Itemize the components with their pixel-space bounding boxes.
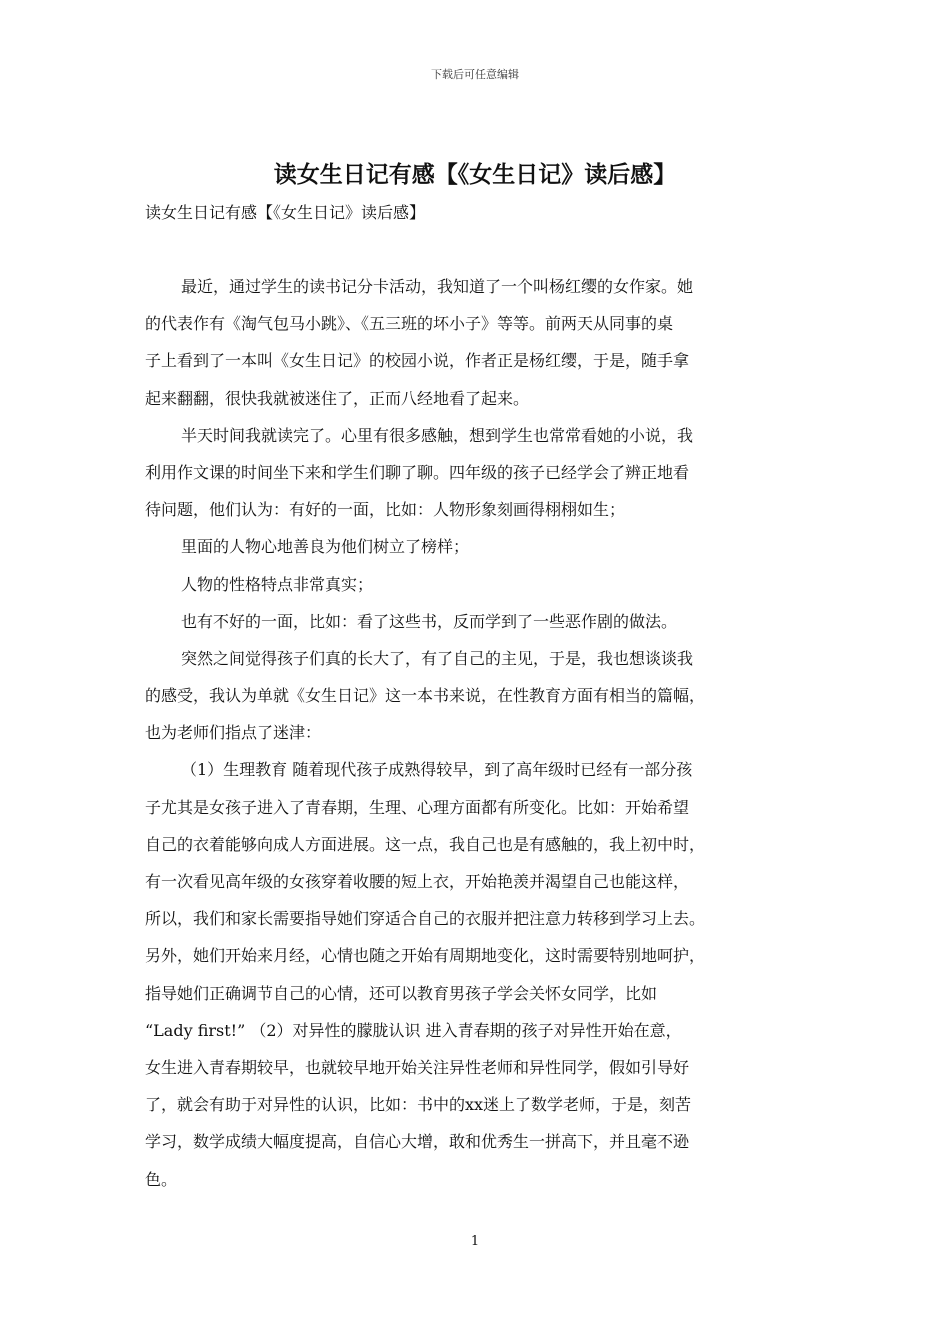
body-line: 也有不好的一面，比如：看了这些书，反而学到了一些恶作剧的做法。 <box>181 611 678 631</box>
body-line: 的代表作有《淘气包马小跳》、《五三班的坏小子》等等。前两天从同事的桌 <box>145 314 674 334</box>
body-line: 突然之间觉得孩子们真的长大了，有了自己的主见，于是，我也想谈谈我 <box>181 648 694 668</box>
body-line: 利用作文课的时间坐下来和学生们聊了聊。四年级的孩子已经学会了辨正地看 <box>145 462 690 482</box>
body-line: 人物的性格特点非常真实； <box>181 574 374 594</box>
body-line: 了，就会有助于对异性的认识，比如：书中的xx迷上了数学老师，于是，刻苦 <box>145 1095 692 1115</box>
body-line: 学习，数学成绩大幅度提高，自信心大增，敢和优秀生一拼高下，并且毫不逊 <box>145 1132 690 1152</box>
body-line: 自己的衣着能够向成人方面进展。这一点，我自己也是有感触的，我上初中时， <box>145 834 706 854</box>
header-note: 下载后可任意编辑 <box>431 68 519 81</box>
body-line: 里面的人物心地善良为他们树立了榜样； <box>181 537 470 557</box>
body-line: 有一次看见高年级的女孩穿着收腰的短上衣，开始艳羡并渴望自己也能这样， <box>145 872 690 891</box>
body-line: “Lady first!” （2）对异性的朦胧认识 进入青春期的孩子对异性开始在意， <box>145 1020 682 1040</box>
body-line: 子尤其是女孩子进入了青春期，生理、心理方面都有所变化。比如：开始希望 <box>145 797 690 817</box>
page-title: 读女生日记有感【《女生日记》读后感】 <box>273 162 677 188</box>
body-line: 指导她们正确调节自己的心情，还可以教育男孩子学会关怀女同学，比如 <box>145 983 658 1003</box>
body-line: 另外，她们开始来月经，心情也随之开始有周期地变化，这时需要特别地呵护， <box>145 946 706 966</box>
subtitle: 读女生日记有感【《女生日记》读后感】 <box>145 203 426 222</box>
body-line: 待问题，他们认为：有好的一面，比如：人物形象刻画得栩栩如生； <box>145 500 626 520</box>
body-line: 所以，我们和家长需要指导她们穿适合自己的衣服并把注意力转移到学习上去。 <box>145 909 706 929</box>
body-line: 半天时间我就读完了。心里有很多感触，想到学生也常常看她的小说，我 <box>181 425 694 445</box>
article-body <box>145 268 830 1198</box>
body-line: 最近，通过学生的读书记分卡活动，我知道了一个叫杨红缨的女作家。她 <box>181 277 694 296</box>
body-line: 色。 <box>145 1169 178 1189</box>
body-line: 起来翻翻，很快我就被迷住了，正而八经地看了起来。 <box>145 388 530 408</box>
body-line: （1）生理教育 随着现代孩子成熟得较早，到了高年级时已经有一部分孩 <box>181 760 693 780</box>
page-number: 1 <box>470 1234 480 1249</box>
body-line: 女生进入青春期较早，也就较早地开始关注异性老师和异性同学，假如引导好 <box>145 1057 690 1077</box>
body-line: 的感受，我认为单就《女生日记》这一本书来说，在性教育方面有相当的篇幅， <box>145 686 706 706</box>
body-line: 子上看到了一本叫《女生日记》的校园小说，作者正是杨红缨，于是，随手拿 <box>145 351 690 371</box>
body-line: 也为老师们指点了迷津： <box>145 723 322 743</box>
